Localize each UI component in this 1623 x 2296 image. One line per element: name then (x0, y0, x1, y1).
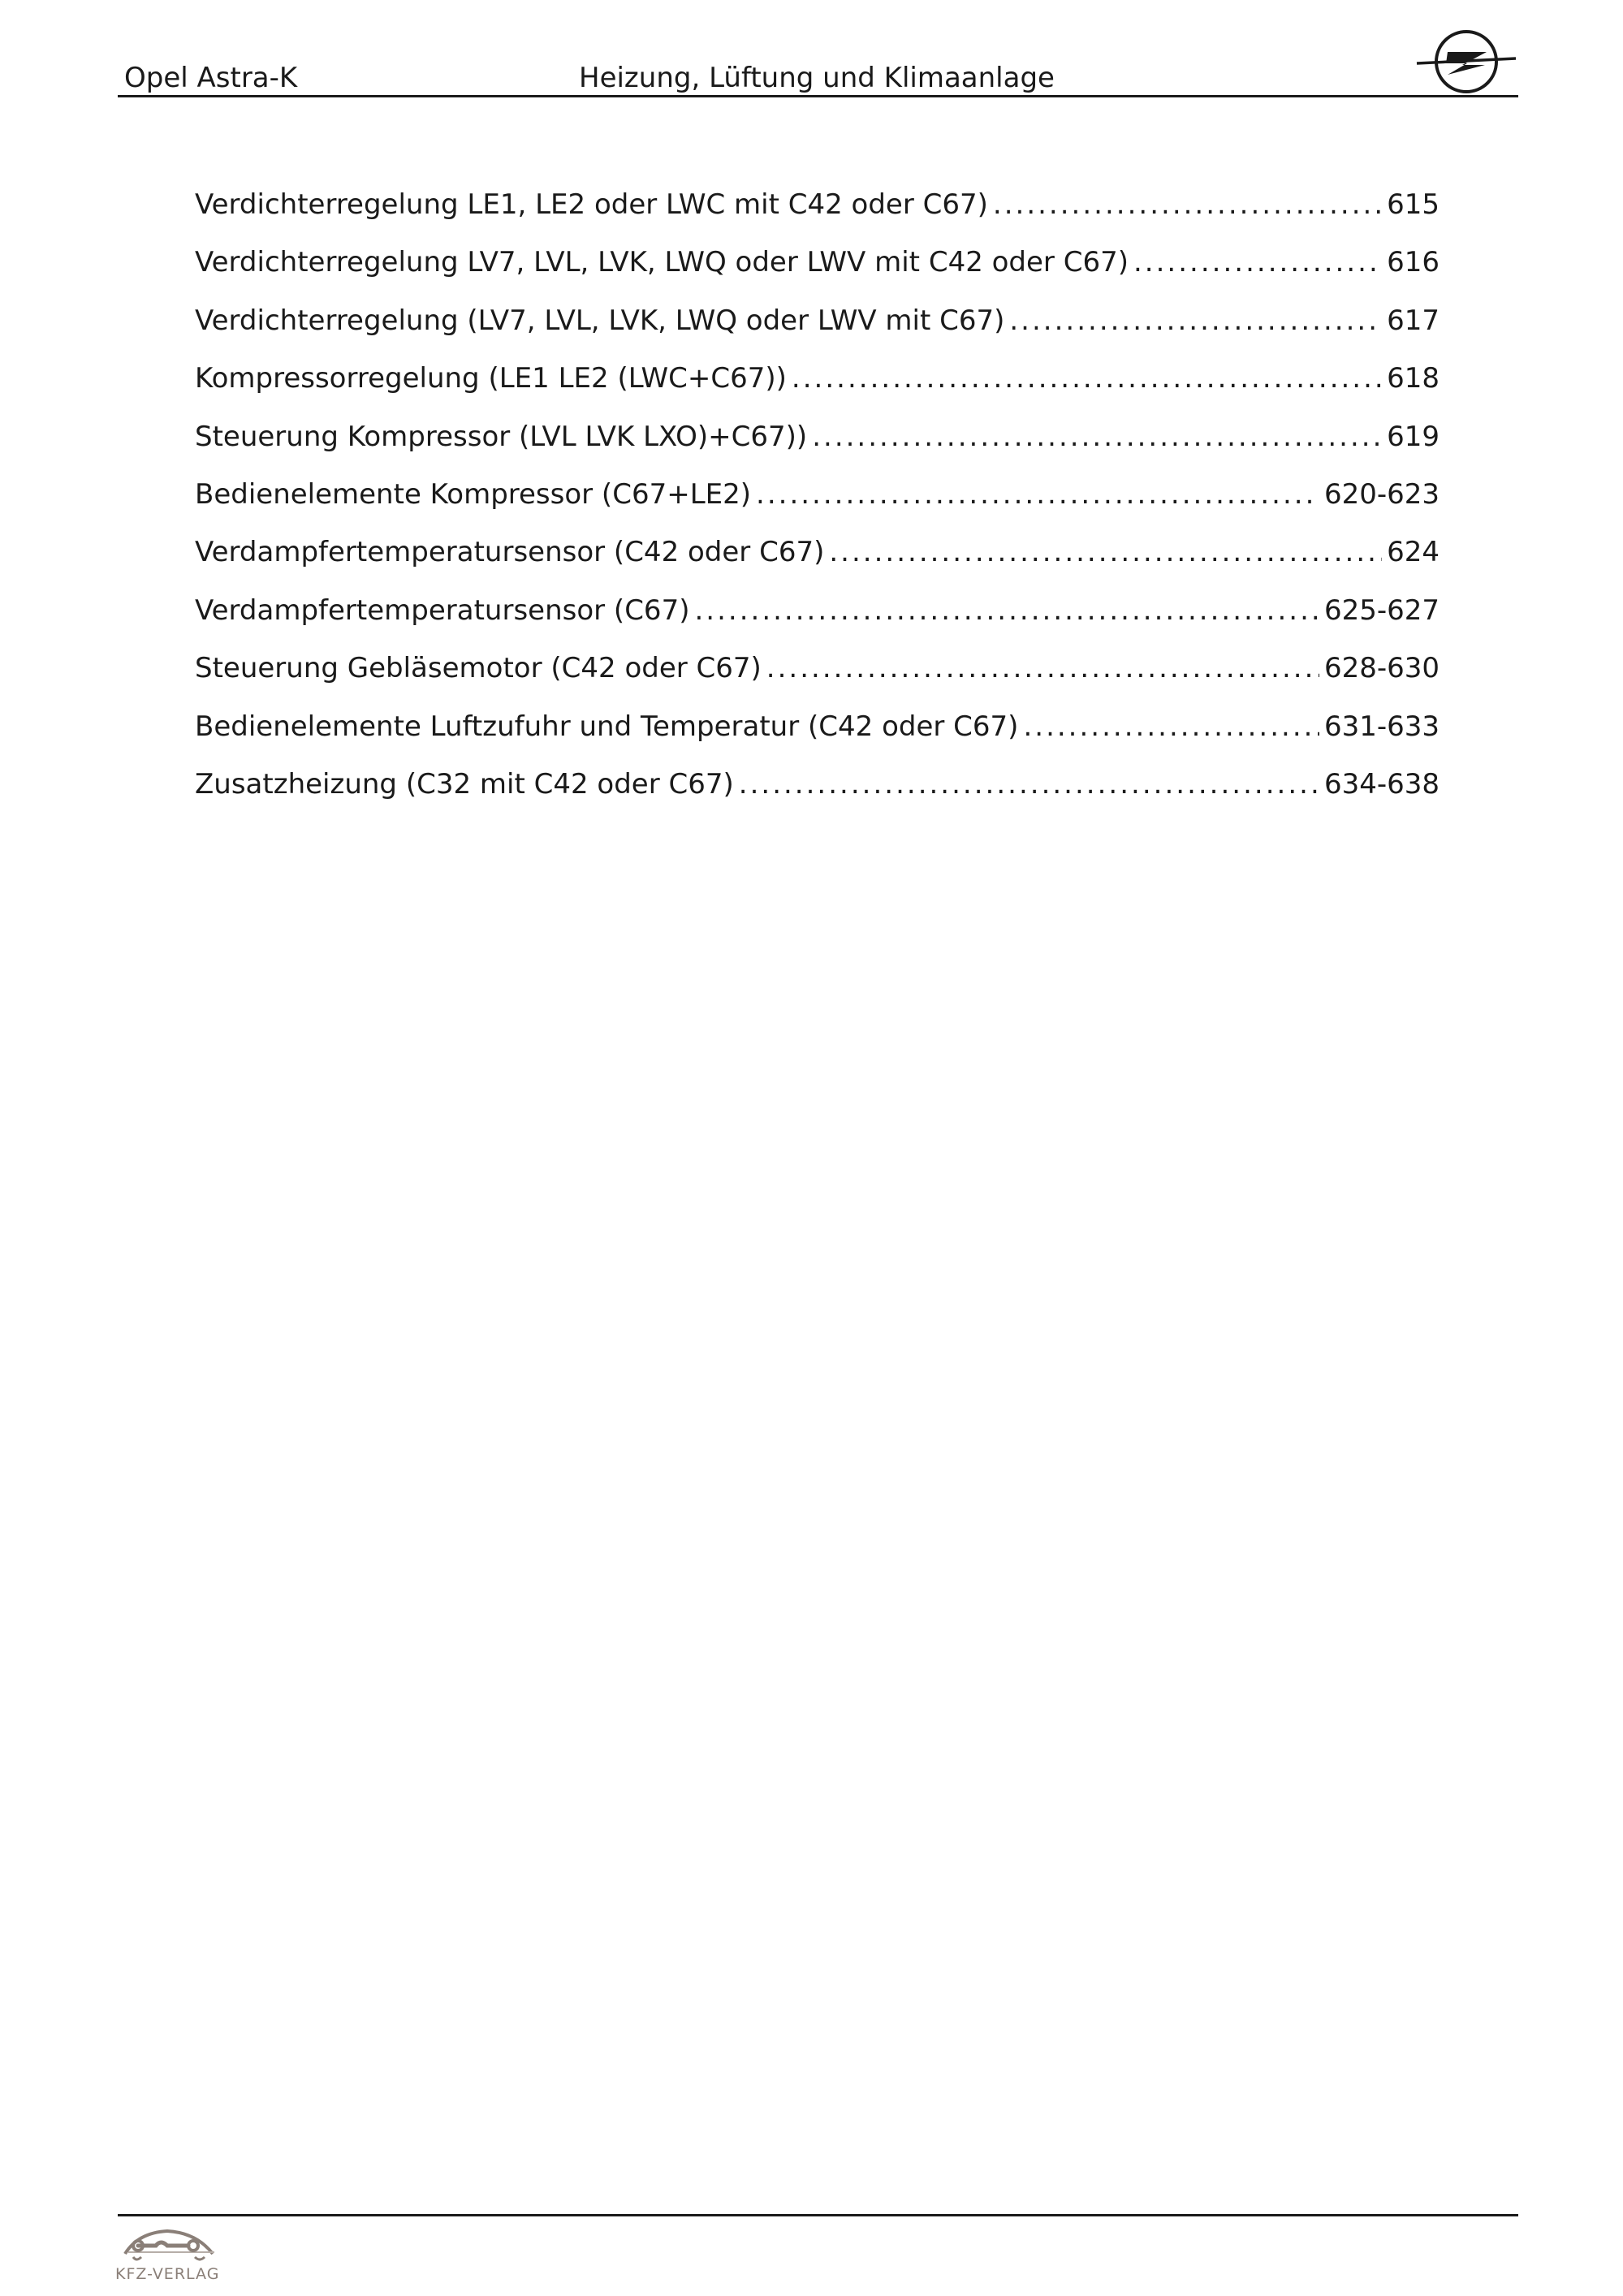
header-section-title: Heizung, Lüftung und Klimaanlage (579, 62, 1055, 94)
toc-entry-title: Verdichterregelung LE1, LE2 oder LWC mit C42 oder C67) (195, 188, 988, 221)
toc-entry-title: Bedienelemente Kompressor (C67+LE2) (195, 477, 752, 511)
toc-entry[interactable] (195, 652, 1440, 710)
toc-entry[interactable] (195, 594, 1440, 652)
toc-entry-title: Steuerung Kompressor (LVL LVK LXO)+C67)) (195, 420, 808, 453)
toc-dot-leader (993, 188, 1382, 221)
toc-entry-title: Verdichterregelung LV7, LVL, LVK, LWQ oder LWV mit C42 oder C67) (195, 246, 1129, 279)
toc-entry-title: Verdampfertemperatursensor (C67) (195, 593, 690, 627)
toc-dot-leader (812, 421, 1382, 453)
toc-entry[interactable] (195, 768, 1440, 826)
toc-entry-page: 624 (1387, 536, 1440, 569)
toc-entry-page: 631-633 (1323, 710, 1440, 743)
toc-entry[interactable] (195, 536, 1440, 593)
toc-entry[interactable] (195, 362, 1440, 420)
toc-entry[interactable] (195, 421, 1440, 478)
toc-dot-leader (739, 768, 1319, 801)
toc-entry-page: 628-630 (1323, 652, 1440, 685)
toc-entry[interactable] (195, 710, 1440, 768)
toc-entry-page: 625-627 (1323, 593, 1440, 627)
header-divider (118, 95, 1518, 97)
toc-entry-title: Zusatzheizung (C32 mit C42 oder C67) (195, 767, 734, 801)
toc-entry-page: 617 (1387, 304, 1440, 337)
toc-dot-leader (1023, 710, 1319, 743)
toc-entry-title: Verdichterregelung (LV7, LVL, LVK, LWQ oder LWV mit C67) (195, 304, 1005, 337)
publisher-brand: KFZ-VERLAG (115, 2265, 220, 2283)
toc-entry-title: Verdampfertemperatursensor (C42 oder C67) (195, 536, 825, 569)
toc-entry-title: Steuerung Gebläsemotor (C42 oder C67) (195, 652, 762, 685)
toc-entry[interactable] (195, 188, 1440, 246)
toc-dot-leader (756, 478, 1319, 511)
toc-entry-page: 618 (1387, 362, 1440, 395)
toc-entry-page: 619 (1387, 420, 1440, 453)
toc-entry[interactable] (195, 478, 1440, 536)
toc-dot-leader (1133, 246, 1382, 278)
toc-entry-page: 620-623 (1323, 477, 1440, 511)
footer-divider (118, 2214, 1518, 2216)
toc-dot-leader (829, 536, 1382, 568)
toc-entry[interactable] (195, 304, 1440, 362)
toc-dot-leader (792, 362, 1382, 395)
toc-entry-title: Kompressorregelung (LE1 LE2 (LWC+C67)) (195, 362, 787, 395)
toc-dot-leader (694, 594, 1319, 627)
toc-entry-page: 616 (1387, 246, 1440, 279)
toc-entry-page: 615 (1387, 188, 1440, 221)
toc-dot-leader (1009, 304, 1382, 337)
opel-blitz-icon (1415, 28, 1517, 96)
page-header (118, 57, 1518, 97)
table-of-contents (195, 188, 1440, 826)
toc-entry-page: 634-638 (1323, 767, 1440, 801)
toc-entry[interactable] (195, 246, 1440, 304)
header-vehicle-title: Opel Astra-K (124, 62, 298, 94)
toc-entry-title: Bedienelemente Luftzufuhr und Temperatur (C42 oder C67) (195, 710, 1019, 743)
toc-dot-leader (766, 652, 1319, 684)
